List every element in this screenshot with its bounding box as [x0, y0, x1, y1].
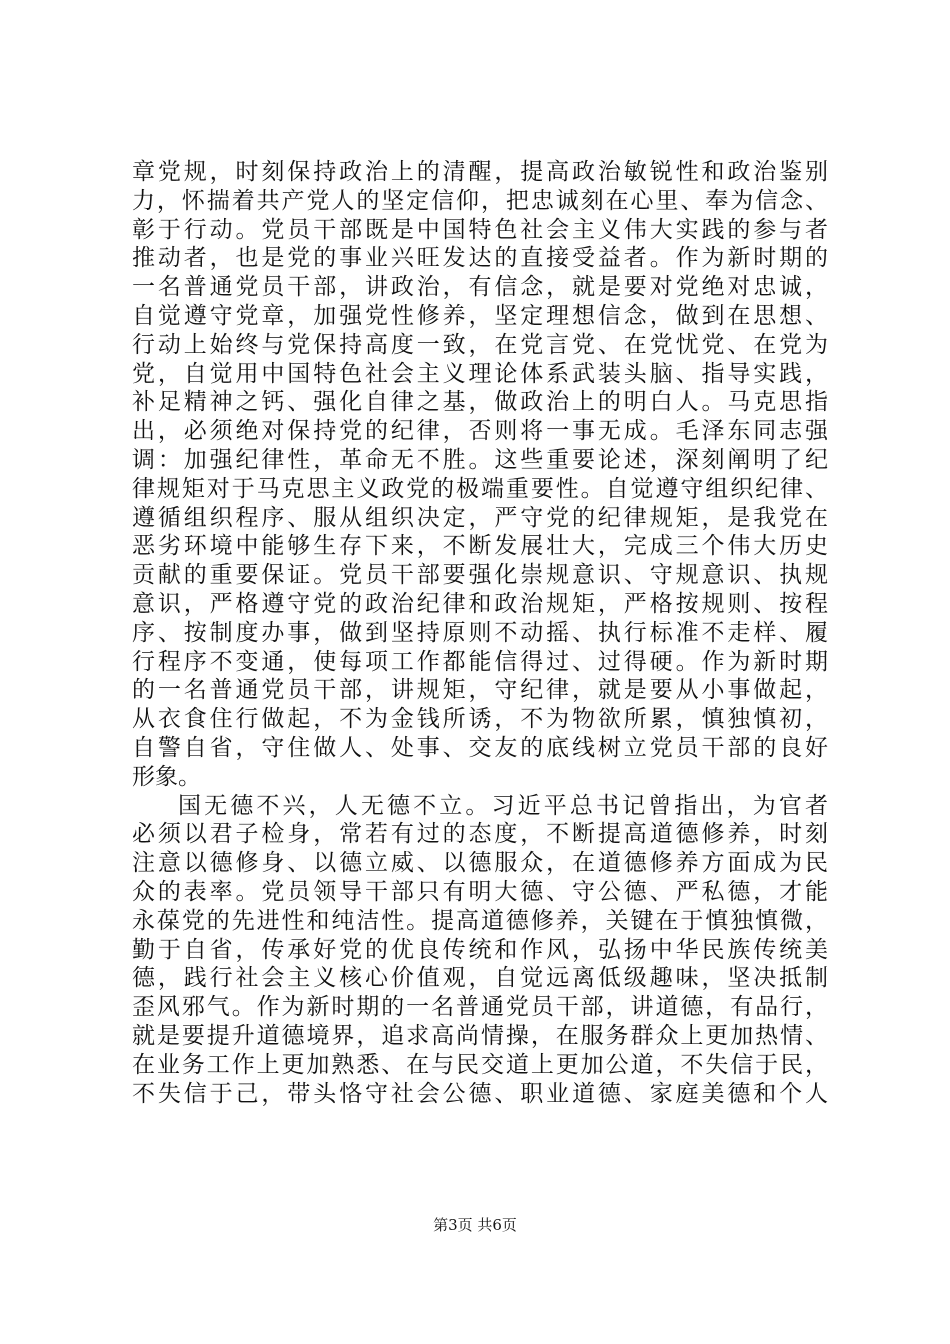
paragraph-start-line: 国无德不兴，人无德不立。习近平总书记曾指出，为官者 — [178, 792, 828, 819]
text-line: 自觉遵守党章，加强党性修养，坚定理想信念，做到在思想、 — [132, 302, 828, 329]
text-line: 恶劣环境中能够生存下来，不断发展壮大，完成三个伟大历史 — [132, 533, 828, 560]
text-line: 一名普通党员干部，讲政治，有信念，就是要对党绝对忠诚， — [132, 274, 828, 301]
text-line: 调：加强纪律性，革命无不胜。这些重要论述，深刻阐明了纪 — [132, 446, 828, 473]
text-line: 永葆党的先进性和纯洁性。提高道德修养，关键在于慎独慎微， — [132, 907, 828, 934]
text-line: 注意以德修身、以德立威、以德服众，在道德修养方面成为民 — [132, 850, 828, 877]
text-line: 章党规，时刻保持政治上的清醒，提高政治敏锐性和政治鉴别 — [132, 159, 828, 185]
text-line: 行程序不变通，使每项工作都能信得过、过得硬。作为新时期 — [132, 648, 828, 675]
text-line: 不失信于己，带头恪守社会公德、职业道德、家庭美德和个人 — [132, 1080, 828, 1107]
text-line: 在业务工作上更加熟悉、在与民交道上更加公道，不失信于民， — [132, 1051, 828, 1078]
text-line: 遵循组织程序、服从组织决定，严守党的纪律规矩，是我党在 — [132, 504, 828, 531]
text-line: 众的表率。党员领导干部只有明大德、守公德、严私德，才能 — [132, 878, 828, 905]
body-text — [132, 158, 828, 1108]
text-line: 就是要提升道德境界，追求高尚情操，在服务群众上更加热情、 — [132, 1022, 828, 1049]
text-line: 从衣食住行做起，不为金钱所诱，不为物欲所累，慎独慎初， — [132, 706, 828, 733]
text-line: 补足精神之钙、强化自律之基，做政治上的明白人。马克思指 — [132, 389, 828, 416]
text-line: 自警自省，守住做人、处事、交友的底线树立党员干部的良好 — [132, 734, 828, 761]
text-line: 贡献的重要保证。党员干部要强化崇规意识、守规意识、执规 — [132, 562, 828, 589]
text-line: 力，怀揣着共产党人的坚定信仰，把忠诚刻在心里、奉为信念、 — [132, 187, 828, 214]
text-line: 歪风邪气。作为新时期的一名普通党员干部，讲道德，有品行， — [132, 994, 828, 1021]
text-line: 律规矩对于马克思主义政党的极端重要性。自觉遵守组织纪律、 — [132, 475, 828, 502]
text-line: 出，必须绝对保持党的纪律，否则将一事无成。毛泽东同志强 — [132, 418, 828, 445]
page-number-footer: 第3页 共6页 — [433, 1216, 517, 1234]
text-line: 德，践行社会主义核心价值观，自觉远离低级趣味，坚决抵制 — [132, 965, 828, 992]
text-line: 推动者，也是党的事业兴旺发达的直接受益者。作为新时期的 — [132, 245, 828, 272]
text-line: 必须以君子检身，常若有过的态度，不断提高道德修养，时刻 — [132, 821, 828, 848]
text-line: 的一名普通党员干部，讲规矩，守纪律，就是要从小事做起， — [132, 677, 828, 704]
text-line: 彰于行动。党员干部既是中国特色社会主义伟大实践的参与者 — [132, 216, 828, 243]
text-line: 意识，严格遵守党的政治纪律和政治规矩，严格按规则、按程 — [132, 590, 828, 617]
text-line: 党，自觉用中国特色社会主义理论体系武装头脑、指导实践， — [132, 360, 828, 387]
text-line: 行动上始终与党保持高度一致，在党言党、在党忧党、在党为 — [132, 331, 828, 358]
text-line: 勤于自省，传承好党的优良传统和作风，弘扬中华民族传统美 — [132, 936, 828, 963]
text-line: 序、按制度办事，做到坚持原则不动摇、执行标准不走样、履 — [132, 619, 828, 646]
paragraph-end-line: 形象。 — [132, 763, 201, 790]
